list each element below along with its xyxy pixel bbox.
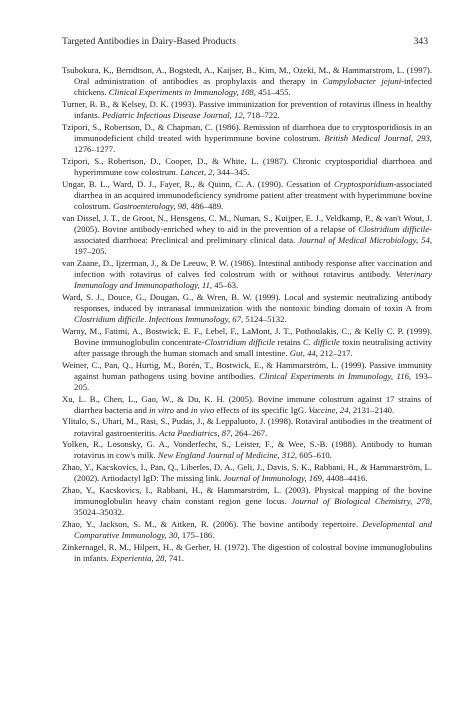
- reference-text: 741.: [166, 552, 185, 563]
- reference-text: 718–722.: [244, 110, 280, 121]
- reference-text: 197–205.: [74, 246, 107, 256]
- reference-entry: [62, 394, 432, 416]
- running-header: [62, 36, 428, 48]
- reference-italic-text: Clinical Experiments in Immunology, 116,: [259, 370, 412, 381]
- reference-text: and: [174, 404, 191, 415]
- reference-italic-text: in vivo: [190, 404, 215, 415]
- reference-text: Tsubokura, K., Berndtson, A., Bogstedt, A., Kaijser, B., Kim, M., Ozeki, M., & Hammarstrom, L. (1997). Oral administration of antibodies as prophylaxis and therapy in: [62, 65, 432, 87]
- reference-text: Zhao, Y., Kacskovics, I., Pan, Q., Liberles, D. A., Geli, J., Davis, S. K., Rabbani, H., & Hammarström, L. (2002). Artiodactyl IgD: The missing link.: [62, 461, 432, 484]
- reference-italic-text: British Medical Journal, 293,: [324, 132, 432, 143]
- reference-text: 2131–2140.: [350, 404, 395, 415]
- reference-italic-text: Journal of Biological Chemistry, 278,: [291, 495, 433, 506]
- reference-italic-text: Lancet, 2,: [180, 166, 215, 177]
- reference-text: Turner, R. B., & Kelsey, D. K. (1993). Passive immunization for prevention of rotavirus illness in healthy infants.: [62, 98, 432, 121]
- reference-text: 605–610.: [297, 450, 332, 461]
- reference-italic-text: Journal of Immunology, 169,: [223, 473, 325, 484]
- reference-text: -infected chickens.: [74, 76, 432, 98]
- reference-italic-text: C. difficile: [303, 336, 340, 347]
- reference-text: effects of its specific IgG.: [214, 404, 309, 415]
- reference-italic-text: Vaccine, 24,: [308, 404, 351, 415]
- reference-italic-text: Clinical Experiments in Immunology, 108,: [108, 87, 256, 98]
- page-number: 343: [413, 36, 428, 47]
- reference-text: Ward, S. J., Douce, G., Dougan, G., & Wren, B. W. (1999). Local and systemic neutralizing antibody responses, induced by intranasal immunization with the nontoxic binding domain of toxin A from: [62, 291, 432, 313]
- reference-text: Xu, L. B., Chen, L., Gao, W., & Du, K. H. (2005). Bovine immune colostrum against 17 strains of diarrhea bacteria and: [62, 393, 432, 415]
- reference-entry: [62, 485, 432, 518]
- reference-text: retains: [275, 336, 304, 347]
- reference-italic-text: in vitro: [149, 404, 175, 415]
- running-title: Targeted Antibodies in Dairy-Based Products: [62, 36, 236, 47]
- reference-text: -associated diarrhea in an acquired immunodeficiency syndrome patient after treatment with hyperimmune bovine colostrum.: [74, 178, 432, 211]
- reference-text: 344–345.: [214, 166, 250, 177]
- reference-entry: [62, 326, 432, 359]
- reference-italic-text: Cryptosporidium: [334, 178, 394, 189]
- reference-text: 35024–35032.: [74, 507, 124, 518]
- reference-italic-text: Acta Paediatrics, 87,: [159, 427, 233, 438]
- reference-text: Tzipori, S., Robertson, D., Cooper, D., & White, L. (1987). Chronic cryptosporidial diarrhoea and hyperimmune cow colostrum.: [62, 155, 432, 177]
- reference-entry: [62, 292, 432, 325]
- reference-text: 486–489.: [188, 200, 224, 211]
- reference-text: Tzipori, S., Robertson, D., & Chapman, C. (1986). Remission of diarrhoea due to cryptosporidiosis in an immunodeficient child treated with hyperimmune bovine colostrum.: [62, 121, 432, 143]
- reference-text: Weiner, C., Pan, Q., Hurtig, M., Borén, T., Bostwick, E., & Hammarström, L. (1999). Passive immunity against human pathogens using bovine antibodies.: [62, 359, 432, 381]
- reference-entry: [62, 179, 432, 212]
- reference-text: van Zaane, D., Ijzerman, J., & De Leeuw, P. W. (1986). Intestinal antibody response after vaccination and infection with rotavirus of calves fed colostrum with or without rotavirus antibody.: [62, 257, 432, 279]
- reference-text: Ungar, B. L., Ward, D. J., Fayer, R., & Quinn, C. A. (1990). Cessation of: [62, 178, 335, 189]
- reference-text: Warny, M., Fatimi, A., Bostwick, E. F., Lebel, F., LaMont, J. T., Pothoulakis, C., & Kelly C. P. (1999). Bovine immunoglobulin concentrate-: [62, 325, 432, 347]
- reference-italic-text: Gastroenterology, 98,: [113, 200, 189, 211]
- reference-list: [62, 65, 432, 564]
- reference-text: 1276–1277.: [74, 144, 116, 155]
- reference-entry: [62, 462, 432, 484]
- reference-text: Yolken, R., Losonsky, G. A., Vonderfecht, S., Leister, F., & Wee, S.-B. (1988). Antibody to human rotavirus in cow's milk.: [62, 439, 432, 461]
- reference-text: 4408–4416.: [324, 473, 368, 484]
- reference-text: 264–267.: [232, 427, 268, 438]
- reference-italic-text: Campylobacter jejuni: [322, 76, 402, 87]
- reference-text: 175–186.: [179, 529, 215, 540]
- reference-entry: [62, 122, 432, 155]
- reference-text: -associated diarrhoea: Preclinical and preliminary clinical data.: [74, 223, 432, 245]
- reference-italic-text: New England Journal of Medicine, 312,: [157, 450, 298, 461]
- reference-text: 451–455.: [255, 87, 291, 98]
- reference-italic-text: Developmental and Comparative Immunology, 30,: [74, 518, 432, 540]
- reference-text: van Dissel, J. T., de Groot, N., Hensgens, C. M., Numan, S., Kuijper, E. J., Veldkamp, P., & van't Wout, J. (2005). Bovine antibody-enriched whey to aid in the prevention of a relapse of: [62, 212, 432, 234]
- reference-entry: [62, 99, 432, 121]
- reference-entry: [62, 156, 432, 178]
- reference-text: 45–63.: [212, 279, 239, 290]
- reference-italic-text: Experientia, 28,: [110, 552, 167, 563]
- reference-italic-text: Clostridium difficile: [358, 223, 430, 234]
- reference-entry: [62, 258, 432, 291]
- reference-italic-text: Infectious Immunology, 67,: [148, 313, 244, 324]
- reference-italic-text: Clostridium difficile: [204, 336, 276, 347]
- reference-entry: [62, 416, 432, 438]
- reference-text: 5124–5132.: [243, 313, 287, 324]
- reference-italic-text: Veterinary Immunology and Immunopathology, 11,: [74, 268, 432, 290]
- reference-entry: [62, 65, 432, 98]
- reference-entry: [62, 213, 432, 258]
- reference-italic-text: Journal of Medical Microbiology, 54,: [298, 234, 433, 245]
- reference-entry: [62, 360, 432, 393]
- reference-text: .: [144, 313, 149, 324]
- reference-text: Zhao, Y., Kacskovics, I., Rabbani, H., & Hammarström, L. (2003). Physical mapping of the bovine immunoglobulin heavy chain constant region gene locus.: [62, 484, 432, 506]
- reference-text: Zinkernagel, R. M., Hilpert, H., & Gerber, H. (1972). The digestion of colostral bovine immunoglobulins in infants.: [62, 541, 432, 563]
- reference-text: Ylitalo, S., Uhari, M., Rasi, S., Pudas, J., & Leppaluoto, J. (1998). Rotaviral antibodies in the treatment of rotaviral gastroenteritis.: [62, 416, 432, 438]
- reference-text: Zhao, Y., Jackson, S. M., & Aitken, R. (2006). The bovine antibody repertoire.: [62, 518, 363, 529]
- reference-text: 212–217.: [317, 347, 353, 358]
- reference-italic-text: Pediatric Infectious Disease Journal, 12,: [102, 110, 245, 121]
- reference-entry: [62, 542, 432, 564]
- reference-text: toxin neutralising activity after passage through the human stomach and small intestine.: [74, 336, 432, 358]
- reference-entry: [62, 519, 432, 541]
- reference-text: 193–205.: [74, 370, 433, 392]
- reference-entry: [62, 439, 432, 461]
- reference-italic-text: Clostridium difficile: [74, 313, 145, 324]
- reference-italic-text: Gut, 44,: [289, 347, 318, 358]
